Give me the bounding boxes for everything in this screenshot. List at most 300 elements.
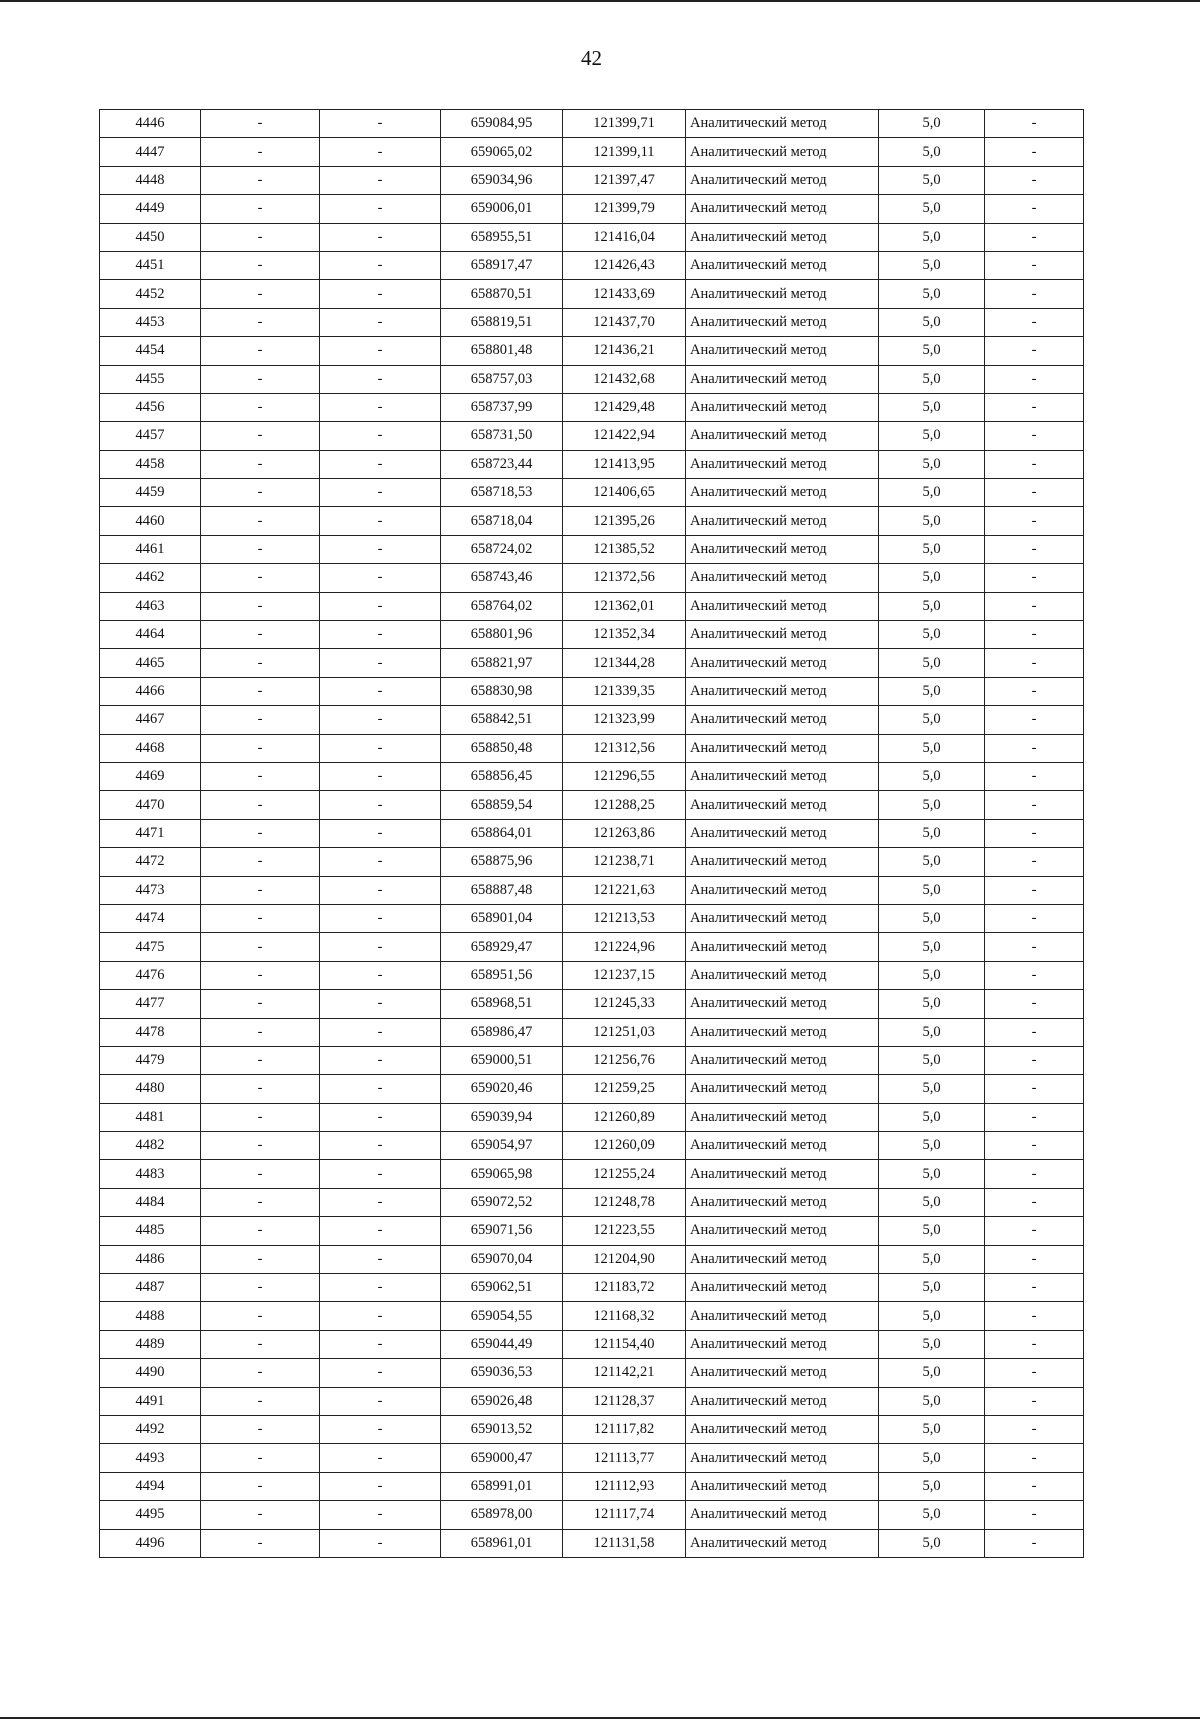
y-coordinate-cell: 121397,47	[563, 166, 686, 194]
dash-cell-1: -	[201, 961, 320, 989]
y-coordinate-cell: 121113,77	[563, 1444, 686, 1472]
method-cell: Аналитический метод	[686, 961, 879, 989]
dash-cell-3: -	[985, 195, 1084, 223]
dash-cell-1: -	[201, 876, 320, 904]
table-row	[100, 1359, 1084, 1387]
method-cell: Аналитический метод	[686, 223, 879, 251]
y-coordinate-cell: 121416,04	[563, 223, 686, 251]
y-coordinate-cell: 121399,11	[563, 138, 686, 166]
x-coordinate-cell: 658917,47	[441, 251, 563, 279]
method-cell: Аналитический метод	[686, 280, 879, 308]
dash-cell-2: -	[320, 1387, 441, 1415]
point-number-cell: 4479	[100, 1046, 201, 1074]
x-coordinate-cell: 658991,01	[441, 1472, 563, 1500]
table-row	[100, 1387, 1084, 1415]
table-row	[100, 1075, 1084, 1103]
accuracy-cell: 5,0	[879, 337, 985, 365]
dash-cell-3: -	[985, 365, 1084, 393]
dash-cell-2: -	[320, 110, 441, 138]
method-cell: Аналитический метод	[686, 1330, 879, 1358]
page-number: 42	[581, 46, 602, 70]
dash-cell-3: -	[985, 1245, 1084, 1273]
accuracy-cell: 5,0	[879, 1274, 985, 1302]
accuracy-cell: 5,0	[879, 990, 985, 1018]
dash-cell-2: -	[320, 337, 441, 365]
accuracy-cell: 5,0	[879, 535, 985, 563]
dash-cell-2: -	[320, 1359, 441, 1387]
accuracy-cell: 5,0	[879, 564, 985, 592]
point-number-cell: 4483	[100, 1160, 201, 1188]
dash-cell-3: -	[985, 1188, 1084, 1216]
dash-cell-1: -	[201, 904, 320, 932]
y-coordinate-cell: 121406,65	[563, 479, 686, 507]
accuracy-cell: 5,0	[879, 280, 985, 308]
y-coordinate-cell: 121117,74	[563, 1501, 686, 1529]
dash-cell-3: -	[985, 1472, 1084, 1500]
accuracy-cell: 5,0	[879, 1501, 985, 1529]
point-number-cell: 4473	[100, 876, 201, 904]
table-row	[100, 990, 1084, 1018]
x-coordinate-cell: 658821,97	[441, 649, 563, 677]
accuracy-cell: 5,0	[879, 592, 985, 620]
dash-cell-3: -	[985, 876, 1084, 904]
y-coordinate-cell: 121422,94	[563, 422, 686, 450]
dash-cell-3: -	[985, 848, 1084, 876]
method-cell: Аналитический метод	[686, 1529, 879, 1557]
method-cell: Аналитический метод	[686, 592, 879, 620]
accuracy-cell: 5,0	[879, 1529, 985, 1557]
x-coordinate-cell: 659054,97	[441, 1132, 563, 1160]
dash-cell-2: -	[320, 507, 441, 535]
dash-cell-2: -	[320, 1245, 441, 1273]
dash-cell-2: -	[320, 1274, 441, 1302]
accuracy-cell: 5,0	[879, 791, 985, 819]
x-coordinate-cell: 659065,02	[441, 138, 563, 166]
point-number-cell: 4460	[100, 507, 201, 535]
dash-cell-1: -	[201, 166, 320, 194]
y-coordinate-cell: 121154,40	[563, 1330, 686, 1358]
method-cell: Аналитический метод	[686, 1359, 879, 1387]
dash-cell-2: -	[320, 677, 441, 705]
point-number-cell: 4493	[100, 1444, 201, 1472]
point-number-cell: 4481	[100, 1103, 201, 1131]
accuracy-cell: 5,0	[879, 1387, 985, 1415]
table-row	[100, 1415, 1084, 1443]
point-number-cell: 4487	[100, 1274, 201, 1302]
accuracy-cell: 5,0	[879, 1132, 985, 1160]
dash-cell-1: -	[201, 1444, 320, 1472]
dash-cell-2: -	[320, 535, 441, 563]
dash-cell-2: -	[320, 649, 441, 677]
table-row	[100, 365, 1084, 393]
dash-cell-1: -	[201, 1501, 320, 1529]
dash-cell-3: -	[985, 479, 1084, 507]
accuracy-cell: 5,0	[879, 479, 985, 507]
dash-cell-1: -	[201, 1529, 320, 1557]
accuracy-cell: 5,0	[879, 904, 985, 932]
dash-cell-1: -	[201, 933, 320, 961]
x-coordinate-cell: 658830,98	[441, 677, 563, 705]
method-cell: Аналитический метод	[686, 308, 879, 336]
dash-cell-2: -	[320, 1444, 441, 1472]
dash-cell-1: -	[201, 1075, 320, 1103]
x-coordinate-cell: 659062,51	[441, 1274, 563, 1302]
x-coordinate-cell: 658986,47	[441, 1018, 563, 1046]
dash-cell-3: -	[985, 592, 1084, 620]
point-number-cell: 4455	[100, 365, 201, 393]
table-row	[100, 507, 1084, 535]
x-coordinate-cell: 658864,01	[441, 819, 563, 847]
point-number-cell: 4489	[100, 1330, 201, 1358]
accuracy-cell: 5,0	[879, 393, 985, 421]
point-number-cell: 4448	[100, 166, 201, 194]
method-cell: Аналитический метод	[686, 1160, 879, 1188]
dash-cell-2: -	[320, 961, 441, 989]
x-coordinate-cell: 659000,51	[441, 1046, 563, 1074]
accuracy-cell: 5,0	[879, 1046, 985, 1074]
dash-cell-3: -	[985, 337, 1084, 365]
x-coordinate-cell: 658718,04	[441, 507, 563, 535]
table-row	[100, 791, 1084, 819]
dash-cell-3: -	[985, 706, 1084, 734]
accuracy-cell: 5,0	[879, 195, 985, 223]
accuracy-cell: 5,0	[879, 961, 985, 989]
accuracy-cell: 5,0	[879, 138, 985, 166]
table-row	[100, 1046, 1084, 1074]
y-coordinate-cell: 121245,33	[563, 990, 686, 1018]
dash-cell-1: -	[201, 422, 320, 450]
y-coordinate-cell: 121344,28	[563, 649, 686, 677]
table-row	[100, 961, 1084, 989]
dash-cell-1: -	[201, 308, 320, 336]
point-number-cell: 4478	[100, 1018, 201, 1046]
dash-cell-3: -	[985, 734, 1084, 762]
dash-cell-2: -	[320, 592, 441, 620]
table-row	[100, 1330, 1084, 1358]
table-row	[100, 649, 1084, 677]
accuracy-cell: 5,0	[879, 876, 985, 904]
y-coordinate-cell: 121413,95	[563, 450, 686, 478]
dash-cell-1: -	[201, 1046, 320, 1074]
dash-cell-3: -	[985, 450, 1084, 478]
table-row	[100, 393, 1084, 421]
dash-cell-3: -	[985, 1075, 1084, 1103]
dash-cell-3: -	[985, 138, 1084, 166]
accuracy-cell: 5,0	[879, 1160, 985, 1188]
dash-cell-3: -	[985, 507, 1084, 535]
dash-cell-2: -	[320, 251, 441, 279]
table-row	[100, 1245, 1084, 1273]
dash-cell-3: -	[985, 251, 1084, 279]
table-row	[100, 1274, 1084, 1302]
dash-cell-3: -	[985, 791, 1084, 819]
method-cell: Аналитический метод	[686, 365, 879, 393]
accuracy-cell: 5,0	[879, 450, 985, 478]
y-coordinate-cell: 121263,86	[563, 819, 686, 847]
x-coordinate-cell: 658718,53	[441, 479, 563, 507]
accuracy-cell: 5,0	[879, 308, 985, 336]
point-number-cell: 4467	[100, 706, 201, 734]
dash-cell-2: -	[320, 1075, 441, 1103]
method-cell: Аналитический метод	[686, 1188, 879, 1216]
dash-cell-2: -	[320, 422, 441, 450]
dash-cell-2: -	[320, 1160, 441, 1188]
method-cell: Аналитический метод	[686, 138, 879, 166]
accuracy-cell: 5,0	[879, 110, 985, 138]
x-coordinate-cell: 658978,00	[441, 1501, 563, 1529]
dash-cell-2: -	[320, 933, 441, 961]
point-number-cell: 4494	[100, 1472, 201, 1500]
dash-cell-1: -	[201, 706, 320, 734]
x-coordinate-cell: 658724,02	[441, 535, 563, 563]
point-number-cell: 4458	[100, 450, 201, 478]
y-coordinate-cell: 121237,15	[563, 961, 686, 989]
y-coordinate-cell: 121255,24	[563, 1160, 686, 1188]
table-row	[100, 337, 1084, 365]
accuracy-cell: 5,0	[879, 1330, 985, 1358]
table-row	[100, 1160, 1084, 1188]
table-row	[100, 166, 1084, 194]
y-coordinate-cell: 121429,48	[563, 393, 686, 421]
point-number-cell: 4464	[100, 621, 201, 649]
y-coordinate-cell: 121372,56	[563, 564, 686, 592]
method-cell: Аналитический метод	[686, 251, 879, 279]
x-coordinate-cell: 659026,48	[441, 1387, 563, 1415]
dash-cell-1: -	[201, 1359, 320, 1387]
method-cell: Аналитический метод	[686, 1217, 879, 1245]
x-coordinate-cell: 658801,48	[441, 337, 563, 365]
accuracy-cell: 5,0	[879, 507, 985, 535]
x-coordinate-cell: 659020,46	[441, 1075, 563, 1103]
method-cell: Аналитический метод	[686, 195, 879, 223]
dash-cell-2: -	[320, 1132, 441, 1160]
dash-cell-3: -	[985, 1444, 1084, 1472]
method-cell: Аналитический метод	[686, 110, 879, 138]
accuracy-cell: 5,0	[879, 1103, 985, 1131]
point-number-cell: 4477	[100, 990, 201, 1018]
dash-cell-3: -	[985, 422, 1084, 450]
point-number-cell: 4463	[100, 592, 201, 620]
dash-cell-2: -	[320, 1472, 441, 1500]
method-cell: Аналитический метод	[686, 337, 879, 365]
table-row	[100, 1302, 1084, 1330]
dash-cell-2: -	[320, 393, 441, 421]
y-coordinate-cell: 121213,53	[563, 904, 686, 932]
dash-cell-1: -	[201, 1132, 320, 1160]
dash-cell-1: -	[201, 195, 320, 223]
y-coordinate-cell: 121251,03	[563, 1018, 686, 1046]
dash-cell-3: -	[985, 1018, 1084, 1046]
y-coordinate-cell: 121433,69	[563, 280, 686, 308]
table-row	[100, 564, 1084, 592]
method-cell: Аналитический метод	[686, 1245, 879, 1273]
y-coordinate-cell: 121260,09	[563, 1132, 686, 1160]
table-row	[100, 621, 1084, 649]
method-cell: Аналитический метод	[686, 1387, 879, 1415]
x-coordinate-cell: 659071,56	[441, 1217, 563, 1245]
dash-cell-2: -	[320, 1046, 441, 1074]
dash-cell-3: -	[985, 1217, 1084, 1245]
table-row	[100, 422, 1084, 450]
point-number-cell: 4485	[100, 1217, 201, 1245]
y-coordinate-cell: 121224,96	[563, 933, 686, 961]
dash-cell-3: -	[985, 1359, 1084, 1387]
point-number-cell: 4474	[100, 904, 201, 932]
x-coordinate-cell: 658819,51	[441, 308, 563, 336]
point-number-cell: 4454	[100, 337, 201, 365]
point-number-cell: 4453	[100, 308, 201, 336]
point-number-cell: 4466	[100, 677, 201, 705]
dash-cell-1: -	[201, 1302, 320, 1330]
accuracy-cell: 5,0	[879, 422, 985, 450]
dash-cell-3: -	[985, 819, 1084, 847]
dash-cell-3: -	[985, 904, 1084, 932]
method-cell: Аналитический метод	[686, 1103, 879, 1131]
dash-cell-2: -	[320, 479, 441, 507]
point-number-cell: 4452	[100, 280, 201, 308]
point-number-cell: 4450	[100, 223, 201, 251]
y-coordinate-cell: 121288,25	[563, 791, 686, 819]
table-row	[100, 677, 1084, 705]
dash-cell-2: -	[320, 280, 441, 308]
method-cell: Аналитический метод	[686, 1472, 879, 1500]
point-number-cell: 4496	[100, 1529, 201, 1557]
dash-cell-1: -	[201, 1103, 320, 1131]
y-coordinate-cell: 121437,70	[563, 308, 686, 336]
dash-cell-3: -	[985, 1302, 1084, 1330]
accuracy-cell: 5,0	[879, 1018, 985, 1046]
accuracy-cell: 5,0	[879, 621, 985, 649]
table-row	[100, 450, 1084, 478]
dash-cell-3: -	[985, 621, 1084, 649]
dash-cell-2: -	[320, 564, 441, 592]
table-row	[100, 479, 1084, 507]
x-coordinate-cell: 658737,99	[441, 393, 563, 421]
accuracy-cell: 5,0	[879, 1444, 985, 1472]
method-cell: Аналитический метод	[686, 848, 879, 876]
point-number-cell: 4480	[100, 1075, 201, 1103]
dash-cell-1: -	[201, 337, 320, 365]
method-cell: Аналитический метод	[686, 791, 879, 819]
dash-cell-2: -	[320, 762, 441, 790]
table-row	[100, 762, 1084, 790]
dash-cell-2: -	[320, 1529, 441, 1557]
dash-cell-3: -	[985, 280, 1084, 308]
table-row	[100, 734, 1084, 762]
dash-cell-1: -	[201, 990, 320, 1018]
y-coordinate-cell: 121256,76	[563, 1046, 686, 1074]
method-cell: Аналитический метод	[686, 933, 879, 961]
dash-cell-1: -	[201, 649, 320, 677]
x-coordinate-cell: 659000,47	[441, 1444, 563, 1472]
table-row	[100, 251, 1084, 279]
table-row	[100, 1529, 1084, 1557]
accuracy-cell: 5,0	[879, 1075, 985, 1103]
dash-cell-2: -	[320, 308, 441, 336]
accuracy-cell: 5,0	[879, 365, 985, 393]
y-coordinate-cell: 121339,35	[563, 677, 686, 705]
y-coordinate-cell: 121436,21	[563, 337, 686, 365]
y-coordinate-cell: 121238,71	[563, 848, 686, 876]
accuracy-cell: 5,0	[879, 933, 985, 961]
dash-cell-3: -	[985, 393, 1084, 421]
point-number-cell: 4461	[100, 535, 201, 563]
dash-cell-1: -	[201, 762, 320, 790]
method-cell: Аналитический метод	[686, 677, 879, 705]
dash-cell-1: -	[201, 734, 320, 762]
table-row	[100, 308, 1084, 336]
accuracy-cell: 5,0	[879, 1359, 985, 1387]
y-coordinate-cell: 121260,89	[563, 1103, 686, 1131]
method-cell: Аналитический метод	[686, 762, 879, 790]
dash-cell-1: -	[201, 251, 320, 279]
accuracy-cell: 5,0	[879, 649, 985, 677]
point-number-cell: 4491	[100, 1387, 201, 1415]
dash-cell-3: -	[985, 1046, 1084, 1074]
accuracy-cell: 5,0	[879, 1415, 985, 1443]
table-row	[100, 138, 1084, 166]
dash-cell-3: -	[985, 110, 1084, 138]
dash-cell-1: -	[201, 1245, 320, 1273]
y-coordinate-cell: 121426,43	[563, 251, 686, 279]
dash-cell-3: -	[985, 308, 1084, 336]
accuracy-cell: 5,0	[879, 1188, 985, 1216]
x-coordinate-cell: 658961,01	[441, 1529, 563, 1557]
point-number-cell: 4492	[100, 1415, 201, 1443]
dash-cell-2: -	[320, 791, 441, 819]
method-cell: Аналитический метод	[686, 564, 879, 592]
dash-cell-2: -	[320, 876, 441, 904]
accuracy-cell: 5,0	[879, 1302, 985, 1330]
point-number-cell: 4475	[100, 933, 201, 961]
method-cell: Аналитический метод	[686, 876, 879, 904]
method-cell: Аналитический метод	[686, 734, 879, 762]
method-cell: Аналитический метод	[686, 1302, 879, 1330]
dash-cell-1: -	[201, 280, 320, 308]
table-row	[100, 110, 1084, 138]
point-number-cell: 4495	[100, 1501, 201, 1529]
accuracy-cell: 5,0	[879, 166, 985, 194]
dash-cell-3: -	[985, 961, 1084, 989]
dash-cell-1: -	[201, 535, 320, 563]
table-row	[100, 848, 1084, 876]
x-coordinate-cell: 658723,44	[441, 450, 563, 478]
accuracy-cell: 5,0	[879, 1245, 985, 1273]
dash-cell-1: -	[201, 223, 320, 251]
y-coordinate-cell: 121259,25	[563, 1075, 686, 1103]
dash-cell-1: -	[201, 677, 320, 705]
dash-cell-1: -	[201, 110, 320, 138]
x-coordinate-cell: 659084,95	[441, 110, 563, 138]
accuracy-cell: 5,0	[879, 223, 985, 251]
dash-cell-2: -	[320, 706, 441, 734]
table-row	[100, 592, 1084, 620]
method-cell: Аналитический метод	[686, 706, 879, 734]
accuracy-cell: 5,0	[879, 819, 985, 847]
dash-cell-2: -	[320, 990, 441, 1018]
y-coordinate-cell: 121248,78	[563, 1188, 686, 1216]
table-body	[100, 110, 1084, 1558]
method-cell: Аналитический метод	[686, 649, 879, 677]
method-cell: Аналитический метод	[686, 1018, 879, 1046]
y-coordinate-cell: 121385,52	[563, 535, 686, 563]
dash-cell-1: -	[201, 1018, 320, 1046]
y-coordinate-cell: 121117,82	[563, 1415, 686, 1443]
y-coordinate-cell: 121168,32	[563, 1302, 686, 1330]
point-number-cell: 4451	[100, 251, 201, 279]
dash-cell-1: -	[201, 1415, 320, 1443]
x-coordinate-cell: 658842,51	[441, 706, 563, 734]
